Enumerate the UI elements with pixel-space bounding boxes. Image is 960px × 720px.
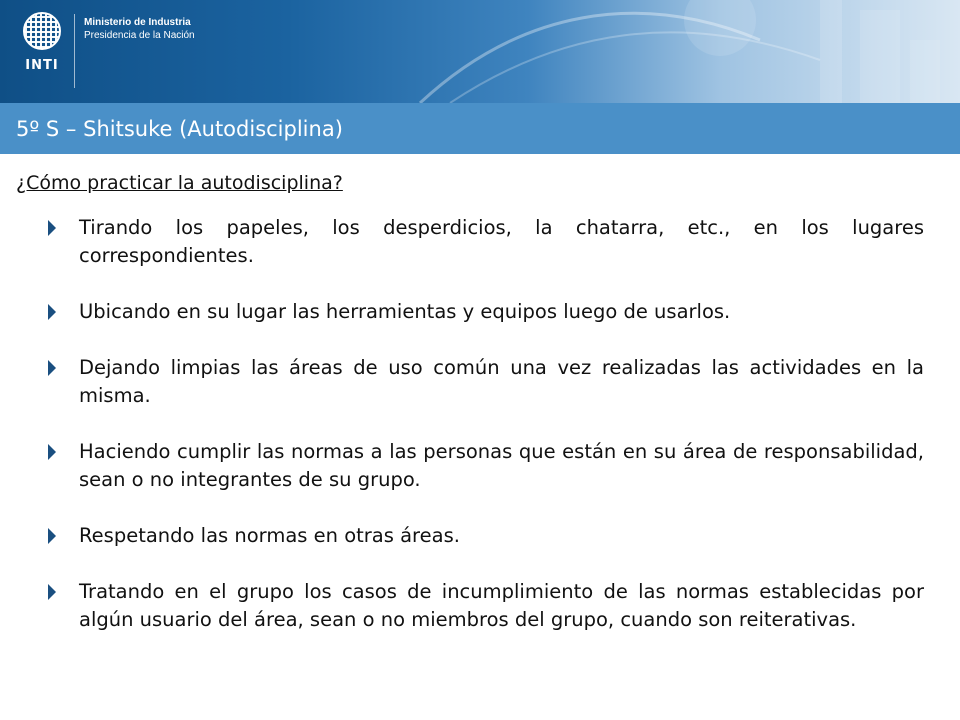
right-triangle-bullet-icon [48,444,56,460]
slide-title-bar [0,103,960,154]
slide-title: 5º S – Shitsuke (Autodisciplina) [16,116,343,141]
bullet-item [48,298,924,326]
logo-divider [74,14,75,88]
header-banner [0,0,960,103]
bullet-text: Dejando limpias las áreas de uso común una vez realizadas las actividades en la misma. [79,356,924,407]
inti-logo [16,12,68,90]
bullet-text: Tirando los papeles, los desperdicios, la chatarra, etc., en los lugares correspondientes. [79,216,924,267]
bullet-item [48,522,924,550]
bullet-text: Haciendo cumplir las normas a las personas que están en su área de responsabilidad, sean o no integrantes de su grupo. [79,440,924,491]
bullet-text: Respetando las normas en otras áreas. [79,524,460,547]
bullet-list [48,214,924,662]
bullet-text: Tratando en el grupo los casos de incumplimiento de las normas establecidas por algún usuario del área, sean o no miembros del grupo, cuando son reiterativas. [79,580,924,631]
bullet-item [48,438,924,494]
ministry-line-1: Ministerio de Industria [84,17,191,28]
right-triangle-bullet-icon [48,584,56,600]
right-triangle-bullet-icon [48,304,56,320]
inti-logo-text: INTI [25,58,59,73]
right-triangle-bullet-icon [48,220,56,236]
bullet-item [48,354,924,410]
slide-subtitle: ¿Cómo practicar la autodisciplina? [16,172,343,194]
bullet-item [48,578,924,634]
bullet-text: Ubicando en su lugar las herramientas y equipos luego de usarlos. [79,300,731,323]
bullet-item [48,214,924,270]
right-triangle-bullet-icon [48,528,56,544]
right-triangle-bullet-icon [48,360,56,376]
ministry-line-2: Presidencia de la Nación [84,30,195,41]
inti-logo-icon [23,12,61,50]
ministry-label [84,16,195,42]
